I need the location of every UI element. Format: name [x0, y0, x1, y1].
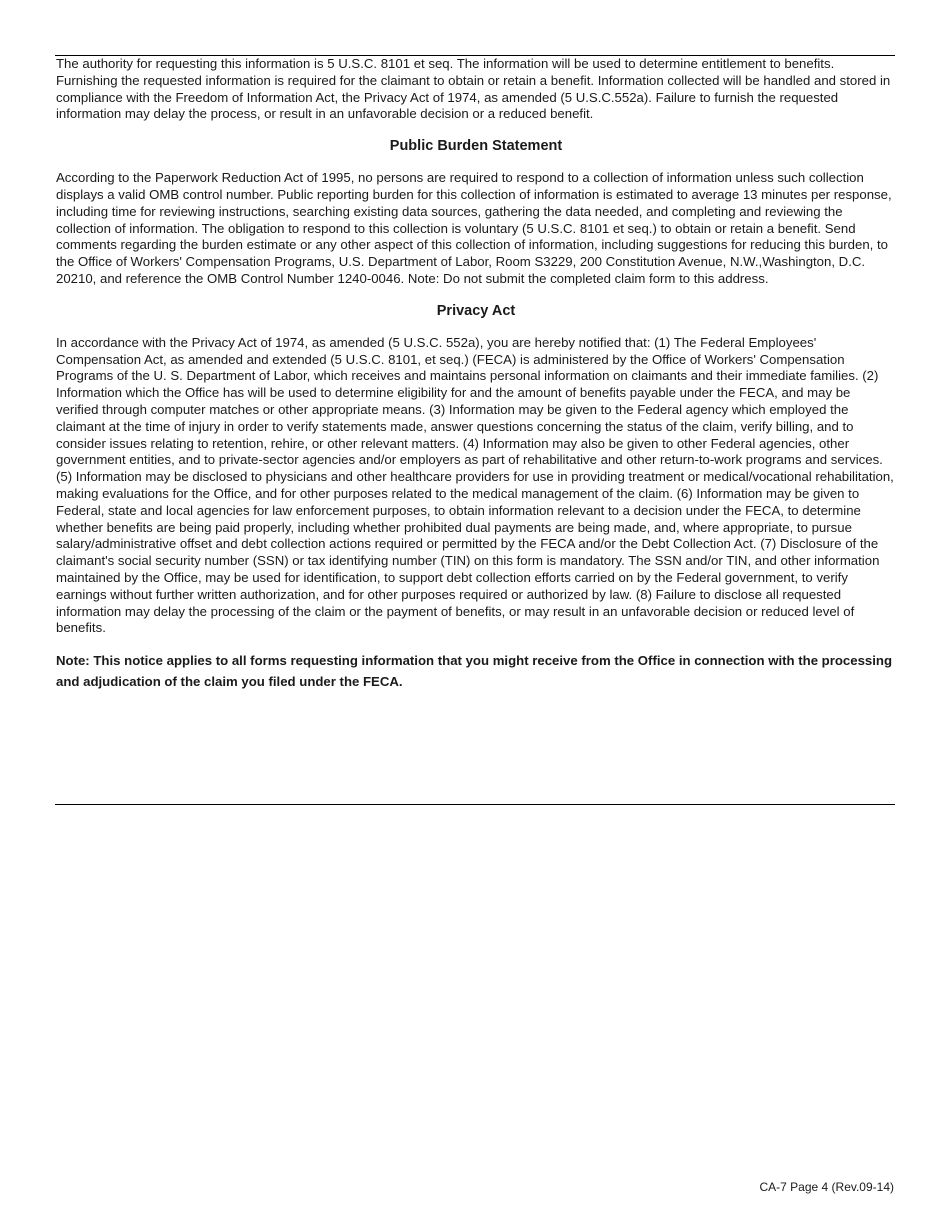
- public-burden-paragraph: According to the Paperwork Reduction Act of 1995, no persons are required to respond to a collection of information unless such collection displays a valid OMB control number. Public reporting burden for this collection of information is estimated to average 13 minutes per response, including time for reviewing instructions, searching existing data sources, gathering the data needed, and completing and reviewing the collection of information. The obligation to respond to this collection is voluntary (5 U.S.C. 8101 et seq.) to obtain or retain a benefit. Send comments regarding the burden estimate or any other aspect of this collection of information, including suggestions for reducing this burden, to the Office of Workers' Compensation Programs, U.S. Department of Labor, Room S3229, 200 Constitution Avenue, N.W.,Washington, D.C. 20210, and reference the OMB Control Number 1240-0046. Note: Do not submit the completed claim form to this address.: [56, 170, 892, 286]
- privacy-act-paragraph: In accordance with the Privacy Act of 1974, as amended (5 U.S.C. 552a), you are hereby notified that: (1) The Federal Employees' Compensation Act, as amended and extended (5 U.S.C. 8101, et seq.) (FECA) is administered by the Office of Workers' Compensation Programs of the U. S. Department of Labor, which receives and maintains personal information on claimants and their immediate families. (2) Information which the Office has will be used to determine eligibility for and the amount of benefits payable under the FECA, and may be verified through computer matches or other appropriate means. (3) Information may be given to the Federal agency which employed the claimant at the time of injury in order to verify statements made, answer questions concerning the status of the claim, verify billing, and to consider issues relating to retention, rehire, or other relevant matters. (4) Information may also be given to other Federal agencies, other government entities, and to private-sector agencies and/or employers as part of rehabilitative and other return-to-work programs and services. (5) Information may be disclosed to physicians and other healthcare providers for use in providing treatment or medical/vocational rehabilitation, making evaluations for the Office, and for other purposes related to the medical management of the claim. (6) Information may be given to Federal, state and local agencies for law enforcement purposes, to obtain information relevant to a decision under the FECA, to determine whether benefits are being paid properly, including whether prohibited dual payments are being made, and, where appropriate, to pursue salary/administrative offset and debt collection actions required or permitted by the FECA and/or the Debt Collection Act. (7) Disclosure of the claimant's social security number (SSN) or tax identifying number (TIN) on this form is mandatory. The SSN and/or TIN, and other information maintained by the Office, may be used for identification, to support debt collection efforts carried on by the Federal government, to verify earnings without further written authorization, and for other purposes required or authorized by law. (8) Failure to disclose all requested information may delay the processing of the claim or the payment of benefits, or may result in an unfavorable decision or reduced level of benefits.: [56, 334, 894, 636]
- notice-content: [56, 56, 896, 692]
- feca-note: Note: This notice applies to all forms requesting information that you might receive from the Office in connection with the processing and adjudication of the claim you filed under the FECA.: [56, 653, 893, 690]
- privacy-act-heading: Privacy Act: [436, 302, 516, 319]
- public-burden-heading: Public Burden Statement: [389, 138, 563, 155]
- bottom-divider: [55, 804, 895, 805]
- authority-paragraph: The authority for requesting this information is 5 U.S.C. 8101 et seq. The information will be used to determine entitlement to benefits. Furnishing the requested information is required for the claimant to obtain or retain a benefit. Information collected will be handled and stored in compliance with the Freedom of Information Act, the Privacy Act of 1974, as amended (5 U.S.C.552a). Failure to furnish the requested information may delay the process, or result in an unfavorable decision or a reduced benefit.: [56, 56, 891, 122]
- form-page-footer: CA-7 Page 4 (Rev.09-14): [759, 1180, 894, 1194]
